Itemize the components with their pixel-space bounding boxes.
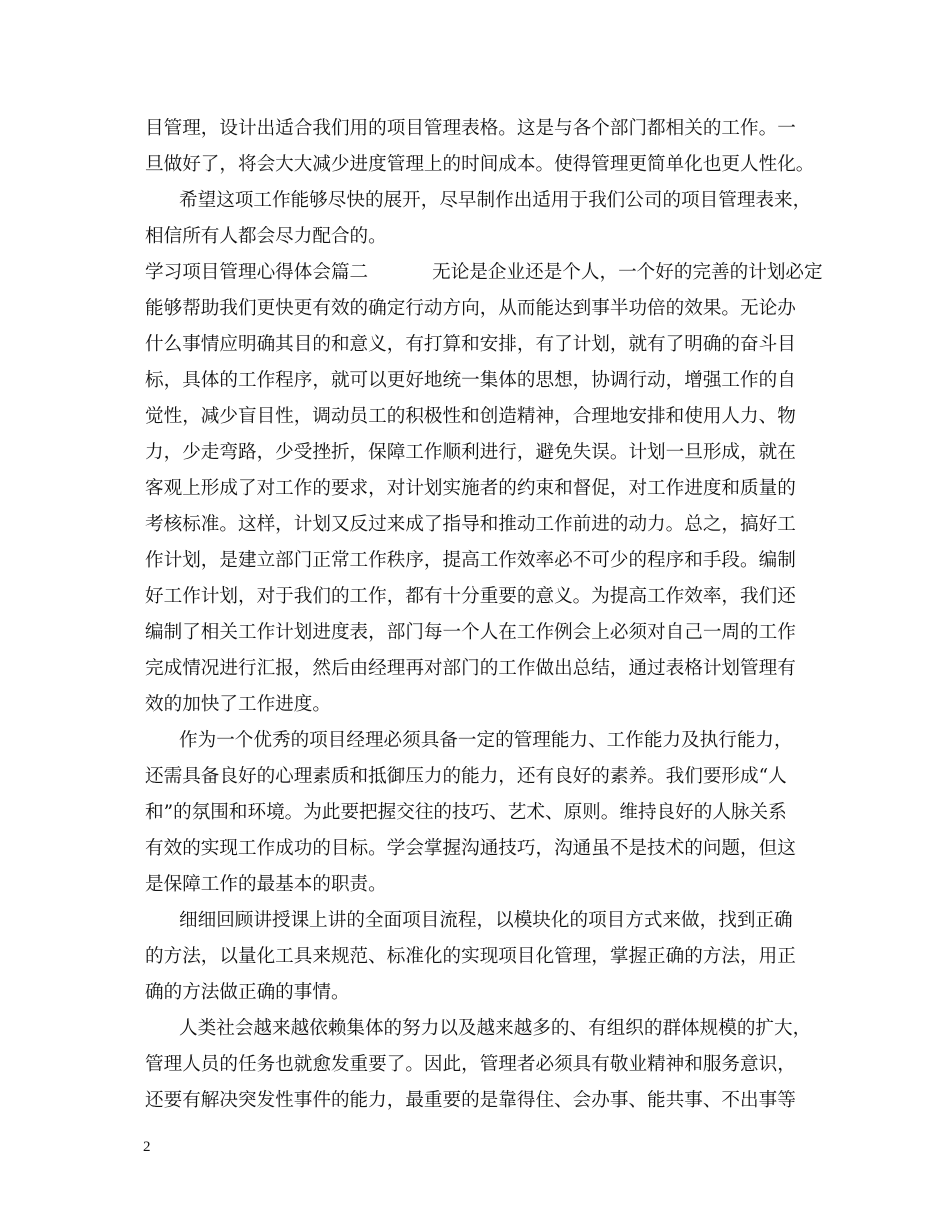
text-line: 什么事情应明确其目的和意义，有打算和安排，有了计划，就有了明确的奋斗目 xyxy=(145,334,796,355)
text-line: 的方法，以量化工具来规范、标准化的实现项目化管理，掌握正确的方法，用正 xyxy=(145,946,796,967)
text-line: 编制了相关工作计划进度表，部门每一个人在工作例会上必须对自己一周的工作 xyxy=(145,622,796,643)
text-line: 力，少走弯路，少受挫折，保障工作顺利进行，避免失误。计划一旦形成，就在 xyxy=(145,442,796,463)
text-line: 目管理，设计出适合我们用的项目管理表格。这是与各个部门都相关的工作。一 xyxy=(145,118,796,139)
text-line: 作为一个优秀的项目经理必须具备一定的管理能力、工作能力及执行能力， xyxy=(179,730,793,751)
text-line: 和”的氛围和环境。为此要把握交往的技巧、艺术、原则。维持良好的人脉关系 xyxy=(145,802,787,823)
section-heading: 学习项目管理心得体会篇二 xyxy=(145,262,369,283)
text-line: 人类社会越来越依赖集体的努力以及越来越多的、有组织的群体规模的扩大， xyxy=(179,1018,812,1039)
text-line: 考核标准。这样，计划又反过来成了指导和推动工作前进的动力。总之，搞好工 xyxy=(145,514,796,535)
text-line: 能够帮助我们更快更有效的确定行动方向，从而能达到事半功倍的效果。无论办 xyxy=(145,298,796,319)
text-line: 细细回顾讲授课上讲的全面项目流程，以模块化的项目方式来做，找到正确 xyxy=(179,910,793,931)
text-line: 作计划，是建立部门正常工作秩序，提高工作效率必不可少的程序和手段。编制 xyxy=(145,550,796,571)
text-line: 是保障工作的最基本的职责。 xyxy=(145,874,387,895)
text-line: 还要有解决突发性事件的能力，最重要的是靠得住、会办事、能共事、不出事等 xyxy=(145,1090,796,1111)
text-line: 好工作计划，对于我们的工作，都有十分重要的意义。为提高工作效率，我们还 xyxy=(145,586,796,607)
text-line: 效的加快了工作进度。 xyxy=(145,694,331,715)
text-line: 管理人员的任务也就愈发重要了。因此，管理者必须具有敬业精神和服务意识， xyxy=(145,1054,796,1075)
text-line: 客观上形成了对工作的要求，对计划实施者的约束和督促，对工作进度和质量的 xyxy=(145,478,796,499)
text-line: 旦做好了，将会大大减少进度管理上的时间成本。使得管理更简单化也更人性化。 xyxy=(145,154,815,175)
section-heading-line xyxy=(145,261,823,285)
text-line: 无论是企业还是个人，一个好的完善的计划必定 xyxy=(432,262,823,283)
text-line: 还需具备良好的心理素质和抵御压力的能力，还有良好的素养。我们要形成“人 xyxy=(145,766,787,787)
text-line: 相信所有人都会尽力配合的。 xyxy=(145,226,387,247)
text-line: 完成情况进行汇报，然后由经理再对部门的工作做出总结，通过表格计划管理有 xyxy=(145,658,796,679)
text-line: 希望这项工作能够尽快的展开，尽早制作出适用于我们公司的项目管理表来， xyxy=(179,190,812,211)
text-line: 标，具体的工作程序，就可以更好地统一集体的思想，协调行动，增强工作的自 xyxy=(145,370,796,391)
text-line: 觉性，减少盲目性，调动员工的积极性和创造精神，合理地安排和使用人力、物 xyxy=(145,406,796,427)
text-line: 确的方法做正确的事情。 xyxy=(145,982,350,1003)
page-number: 2 xyxy=(143,1139,151,1155)
text-line: 有效的实现工作成功的目标。学会掌握沟通技巧，沟通虽不是技术的问题，但这 xyxy=(145,838,796,859)
